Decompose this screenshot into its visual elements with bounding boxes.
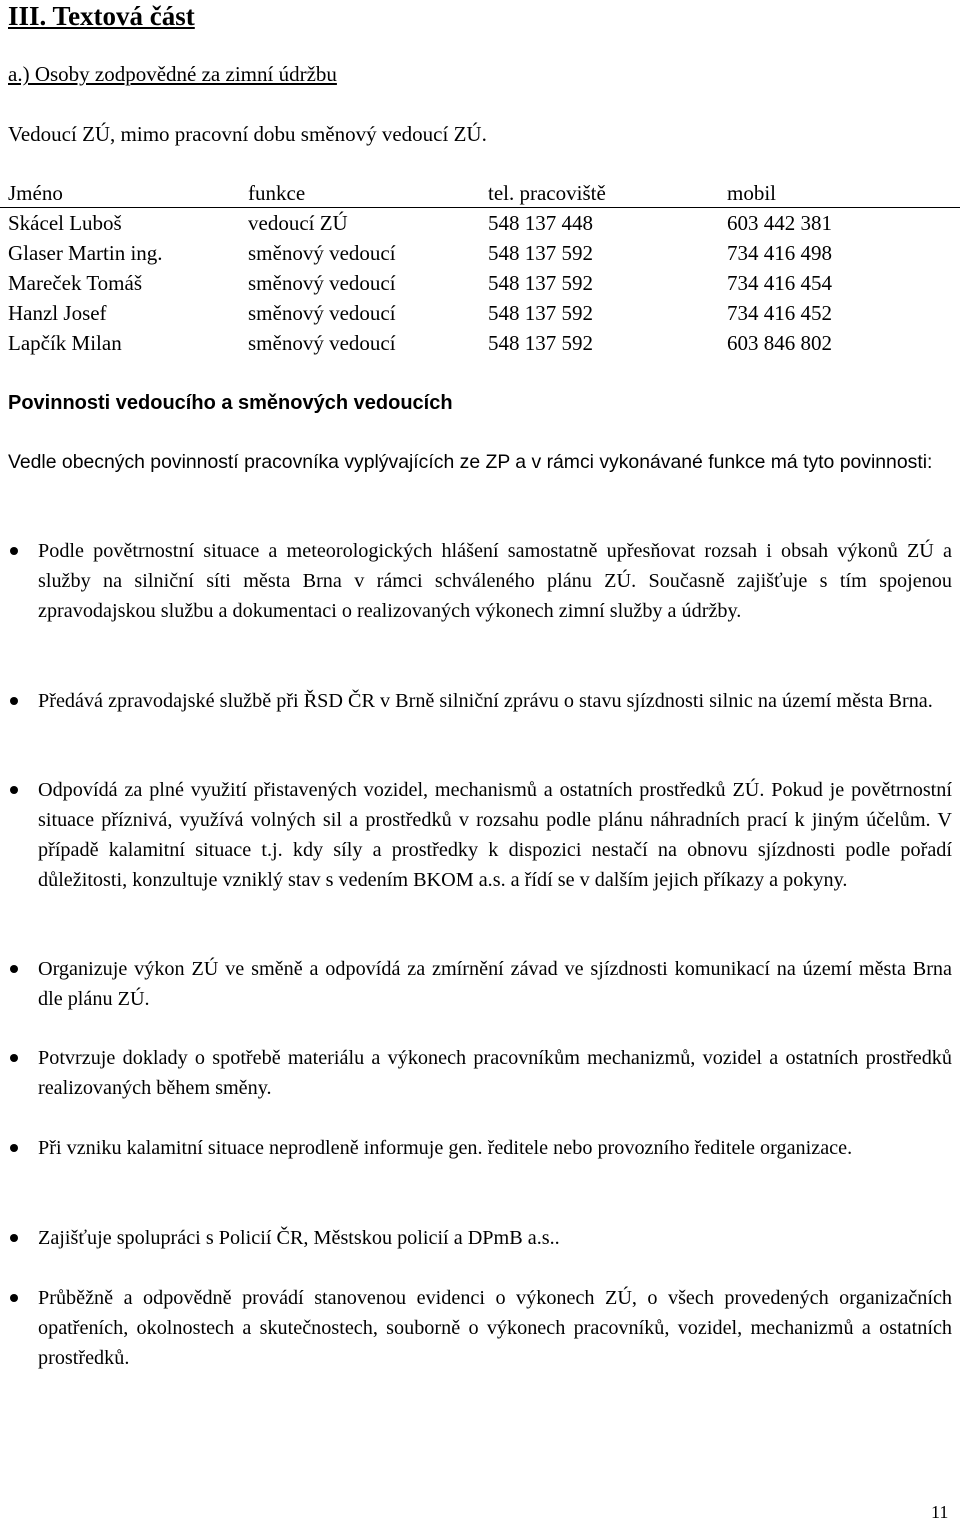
cell-mobile: 734 416 452 [727, 301, 832, 325]
bullet-icon [10, 1054, 18, 1062]
cell-work-phone: 548 137 592 [488, 331, 593, 355]
cell-mobile: 734 416 498 [727, 241, 832, 265]
cell-function: směnový vedoucí [248, 241, 396, 265]
header-function: funkce [248, 181, 306, 205]
cell-mobile: 734 416 454 [727, 271, 832, 295]
cell-mobile: 603 442 381 [727, 211, 832, 235]
duties-heading: Povinnosti vedoucího a směnových vedoucích [8, 392, 453, 414]
cell-work-phone: 548 137 448 [488, 211, 593, 235]
contacts-table-header [0, 178, 960, 208]
cell-work-phone: 548 137 592 [488, 301, 593, 325]
duty-text: Odpovídá za plné využití přistavených vozidel, mechanismů a ostatních prostředků ZÚ. Pokud je povětrnostní situace příznivá, využívá volných sil a prostředků v rozsahu podle plánu náhradních prací k jiným účelům. V případě kalamitní situace t.j. kdy síly a prostředky k dispozici nestačí na obnovu sjízdnosti podle pořadí důležitosti, konzultuje vzniklý stav s vedením BKOM a.s. a řídí se v dalším jejich příkazy a pokyny. [38, 779, 952, 891]
table-row [0, 298, 960, 328]
header-mobile: mobil [727, 181, 777, 205]
cell-work-phone: 548 137 592 [488, 241, 593, 265]
duty-text: Potvrzuje doklady o spotřebě materiálu a výkonech pracovníkům mechanizmů, vozidel a ostatních prostředků realizovaných během směny. [38, 1047, 952, 1099]
table-row [0, 238, 960, 268]
cell-function: vedoucí ZÚ [248, 211, 348, 235]
bullet-icon [10, 965, 18, 973]
subsection-heading: a.) Osoby zodpovědné za zimní údržbu [8, 62, 337, 86]
cell-name: Hanzl Josef [8, 301, 107, 325]
duty-text: Zajišťuje spolupráci s Policií ČR, Městskou policií a DPmB a.s.. [38, 1227, 560, 1249]
duty-text: Organizuje výkon ZÚ ve směně a odpovídá za zmírnění závad ve sjízdnosti komunikací na území města Brna dle plánu ZÚ. [38, 958, 952, 1010]
header-work-phone: tel. pracoviště [488, 181, 606, 205]
cell-name: Glaser Martin ing. [8, 241, 163, 265]
table-row [0, 328, 960, 358]
table-row [0, 208, 960, 238]
bullet-icon [10, 1234, 18, 1242]
cell-mobile: 603 846 802 [727, 331, 832, 355]
bullet-icon [10, 1294, 18, 1302]
cell-name: Lapčík Milan [8, 331, 122, 355]
bullet-icon [10, 697, 18, 705]
section-heading: III. Textová část [8, 1, 195, 31]
table-row [0, 268, 960, 298]
header-name: Jméno [8, 181, 63, 205]
duty-text: Při vzniku kalamitní situace neprodleně informuje gen. ředitele nebo provozního ředitele organizace. [38, 1137, 853, 1159]
cell-function: směnový vedoucí [248, 301, 396, 325]
duties-intro: Vedle obecných povinností pracovníka vyplývajících ze ZP a v rámci vykonávané funkce má tyto povinnosti: [8, 451, 933, 473]
bullet-icon [10, 547, 18, 555]
duty-text: Podle povětrnostní situace a meteorologických hlášení samostatně upřesňovat rozsah i obsah výkonů ZÚ a služby na silniční síti města Brna v rámci schváleného plánu ZÚ. Současně zajišťuje s tím spojenou zpravodajskou službu a dokumentaci o realizovaných výkonech zimní služby a údržby. [38, 540, 952, 622]
cell-name: Skácel Luboš [8, 211, 122, 235]
cell-function: směnový vedoucí [248, 271, 396, 295]
bullet-icon [10, 786, 18, 794]
cell-function: směnový vedoucí [248, 331, 396, 355]
cell-name: Mareček Tomáš [8, 271, 143, 295]
duty-text: Průběžně a odpovědně provádí stanovenou evidenci o výkonech ZÚ, o všech provedených organizačních opatřeních, okolnostech a skutečnostech, souborně o výkonech pracovníků, vozidel, mechanizmů a ostatních prostředků. [38, 1287, 952, 1369]
contacts-table [0, 178, 960, 358]
duty-text: Předává zpravodajské službě při ŘSD ČR v Brně silniční zprávu o stavu sjízdnosti silnic na území města Brna. [38, 690, 933, 712]
bullet-icon [10, 1144, 18, 1152]
responsible-persons-line: Vedoucí ZÚ, mimo pracovní dobu směnový vedoucí ZÚ. [8, 122, 487, 146]
page-number: 11 [931, 1502, 949, 1522]
cell-work-phone: 548 137 592 [488, 271, 593, 295]
